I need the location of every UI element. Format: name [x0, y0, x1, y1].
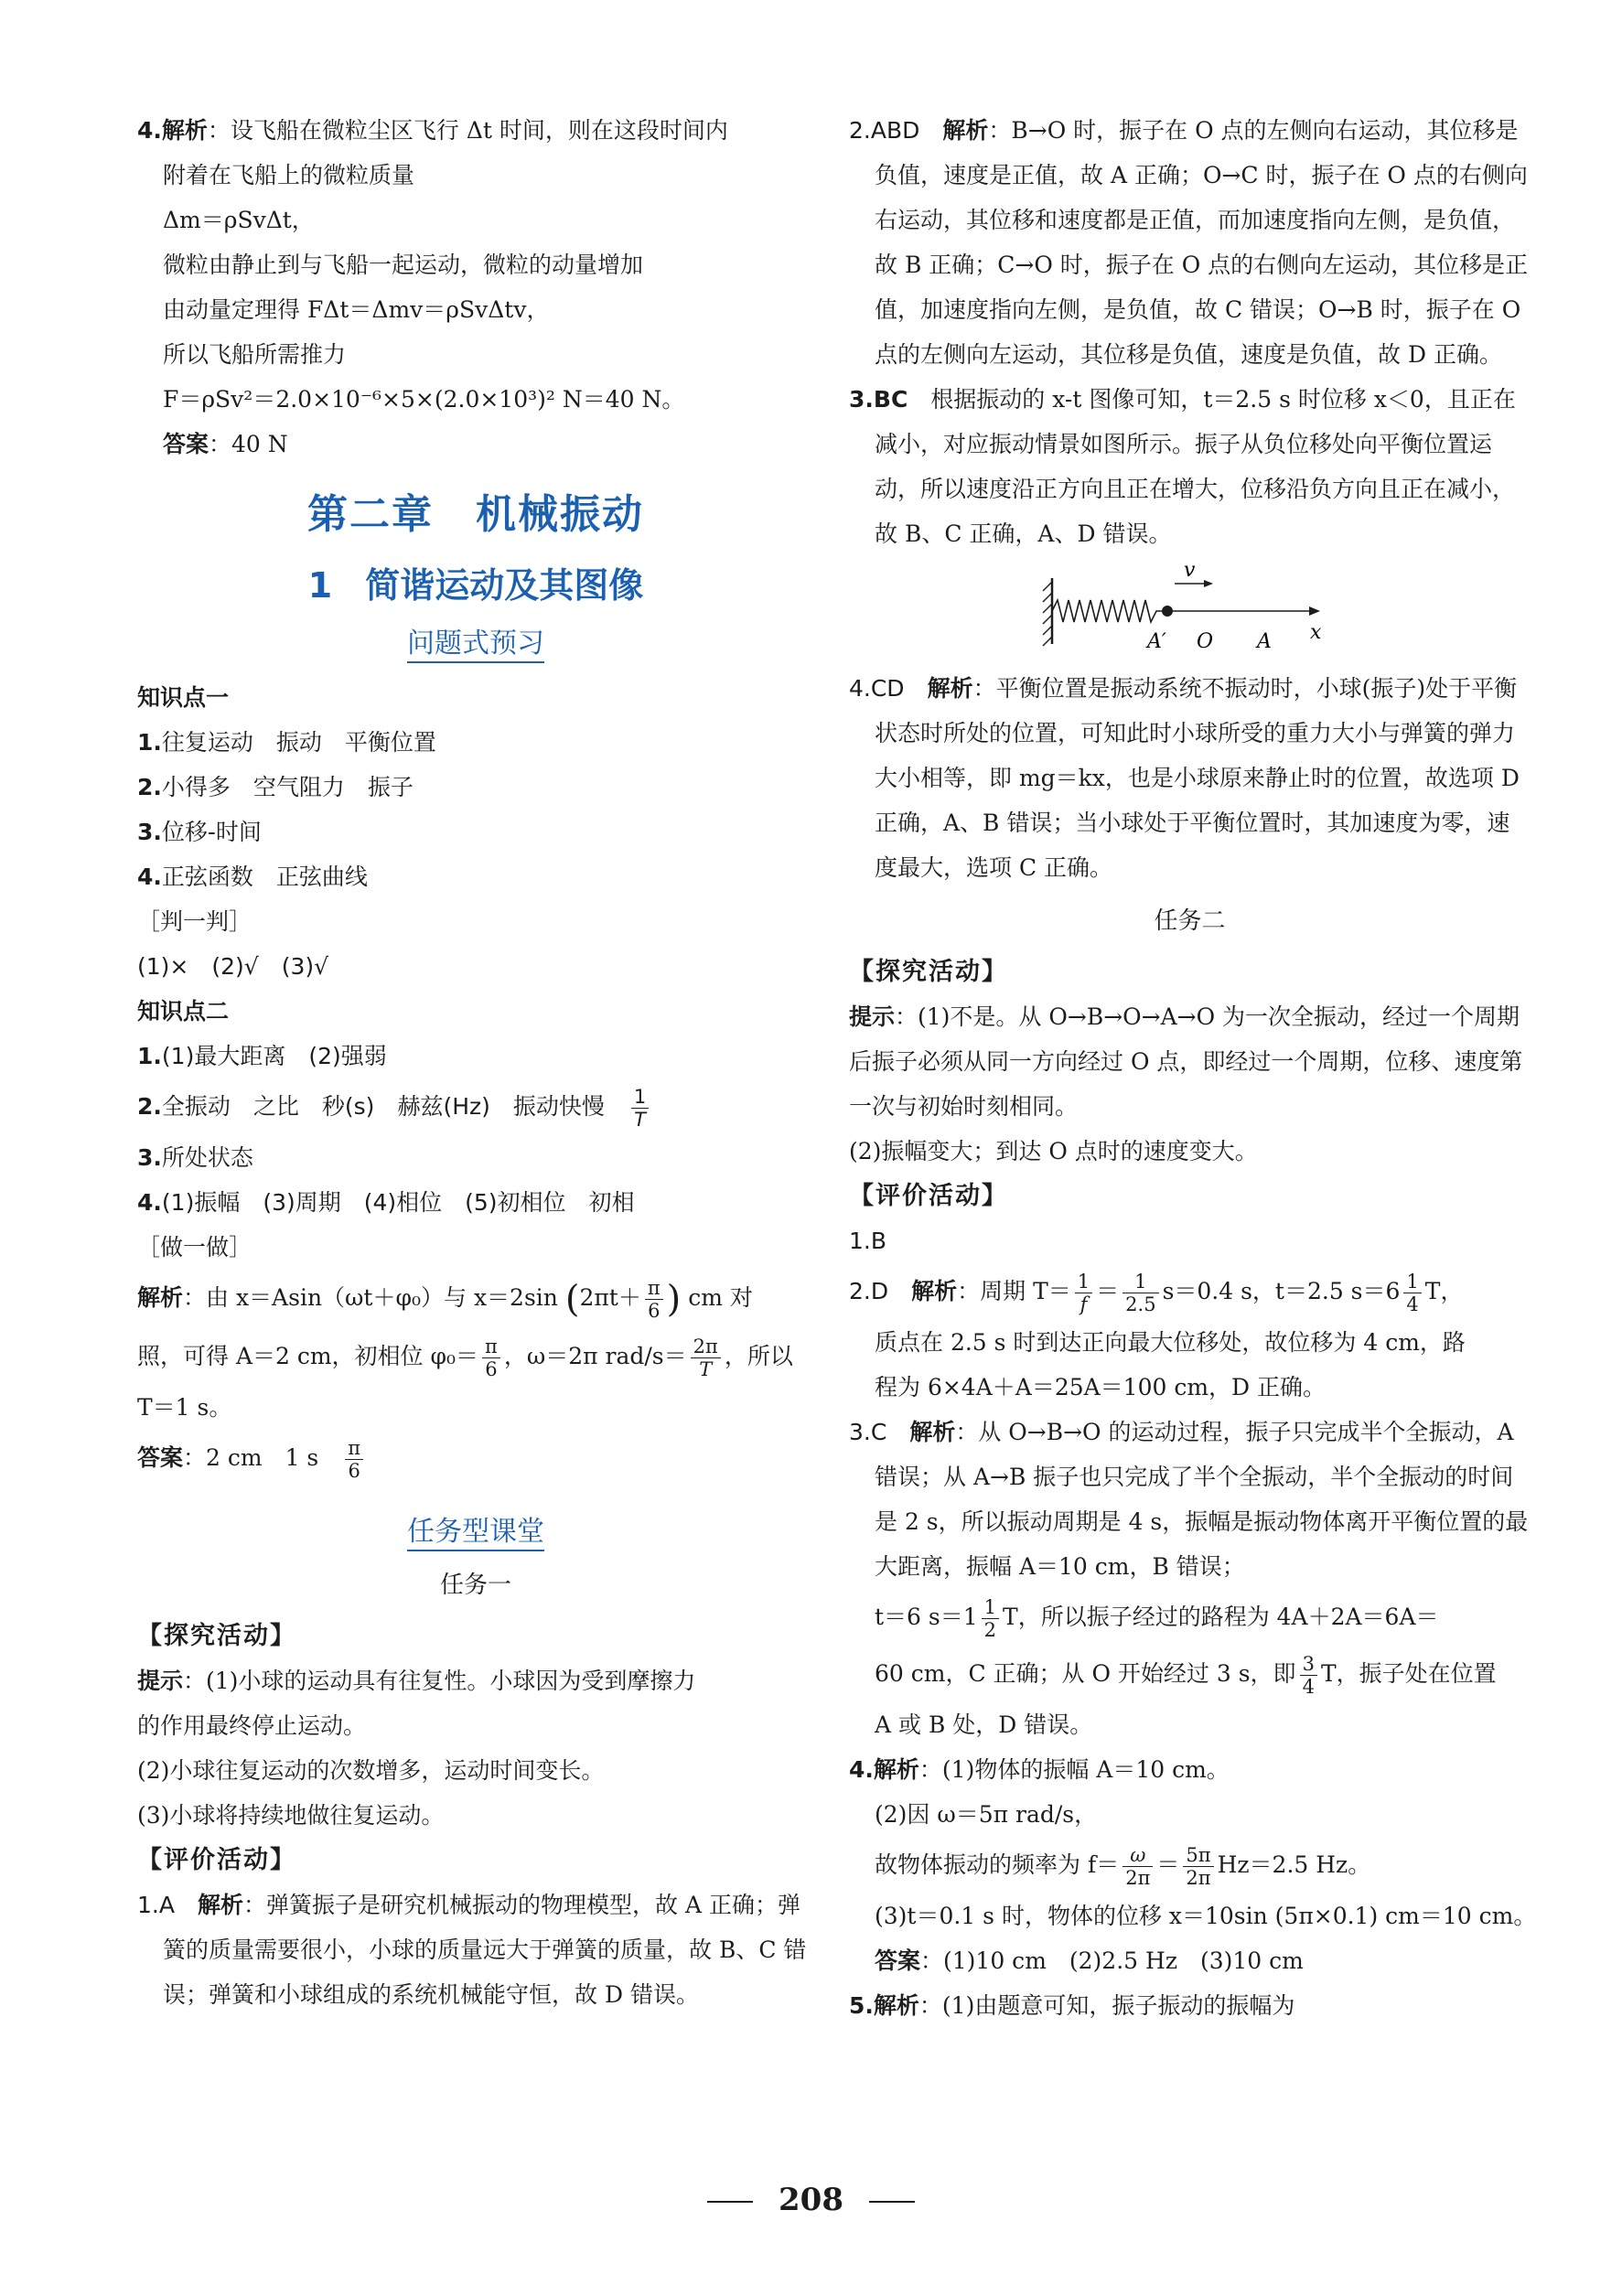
doit-answer — [137, 1430, 814, 1486]
kp2-text-1: (1)最大距离 (2)强弱 — [161, 1043, 387, 1069]
r-eval-2-line-2: 质点在 2.5 s 时到达正向最大位移处，故位移为 4 cm，路 — [875, 1329, 1466, 1356]
e3-e1: 60 cm，C 正确；从 O 开始经过 3 s，即 — [875, 1660, 1296, 1687]
frac-num: π — [345, 1437, 363, 1460]
e4-l1: ：(1)物体的振幅 A＝10 cm。 — [918, 1756, 1230, 1783]
spring — [1052, 600, 1164, 622]
fraction-1-over-f — [1075, 1271, 1092, 1315]
eval-item-1 — [137, 1883, 814, 2017]
kp2-text-2: 全振动 之比 秒(s) 赫兹(Hz) 振动快慢 — [161, 1093, 605, 1120]
eval-num: 1.A — [137, 1891, 175, 1918]
fraction-1-over-4 — [1403, 1271, 1421, 1315]
q4-line-7: F＝ρSv²＝2.0×10⁻⁶×5×(2.0×10³)² N＝40 N。 — [163, 386, 685, 413]
q4-label: 4.解析 — [137, 117, 208, 144]
fraction-pi-over-6-c — [345, 1437, 363, 1482]
frac-den: 2π — [1186, 1867, 1211, 1889]
section-number: 1 — [307, 565, 333, 606]
label-o: O — [1197, 630, 1214, 653]
frac-num: 1 — [982, 1596, 999, 1619]
kp1-text-3: 位移-时间 — [161, 819, 262, 845]
q-num: 2.D — [849, 1278, 889, 1304]
fraction-1-over-2.5 — [1123, 1271, 1158, 1315]
r-eval-3-line-e — [849, 1646, 1531, 1702]
spring-diagram — [849, 560, 1531, 660]
explore-title: 【探究活动】 — [137, 1621, 296, 1650]
doit-line-3: T＝1 s。 — [137, 1393, 232, 1421]
frac-den: T — [699, 1357, 713, 1380]
answer-value: ：2 cm 1 s — [183, 1443, 319, 1471]
q-text: ：B→O 时，振子在 O 点的左侧向右运动，其位移是负值，速度是正值，故 A 正确；O→C 时，振子在 O 点的右侧向右运动，其位移和速度都是正值，而加速度指向左侧，是负值，故 B 正确；C→O 时，振子在 O 点的右侧向左运动，其位移是正值，加速度指向左侧，是负值，故 C 错误；O→B 时，振子在 O 点的左侧向左运动，其位移是负值，速度是负值，故 D 正确。 — [875, 117, 1529, 368]
answer-label: 答案 — [875, 1947, 921, 1974]
r-eval-5-line-1 — [849, 1983, 1531, 2028]
analysis-label: 解析 — [873, 1756, 919, 1783]
e4-l3c: Hz＝2.5 Hz。 — [1217, 1851, 1371, 1878]
task1-title: 任务一 — [439, 1571, 511, 1599]
judge-title: ［判一判］ — [137, 908, 252, 935]
label-a: A — [1257, 630, 1272, 653]
analysis-label: 解析 — [197, 1891, 243, 1918]
kp1-item-4 — [137, 854, 814, 899]
section-title — [137, 560, 814, 611]
wall-hatch — [1043, 582, 1052, 646]
kp2-item-2 — [137, 1078, 814, 1135]
frac-num: ω — [1123, 1844, 1153, 1867]
hint-1 — [137, 1658, 814, 1703]
kp1-num-3: 3. — [137, 819, 162, 845]
q4-line-4: 微粒由静止到与飞船一起运动，微粒的动量增加 — [163, 252, 644, 278]
kp1-num-1: 1. — [137, 729, 162, 756]
r-q3 — [849, 377, 1531, 556]
e2-a1: ：周期 T＝ — [957, 1278, 1071, 1304]
kp1-text-2: 小得多 空气阻力 振子 — [161, 774, 414, 800]
frac-den: 2.5 — [1125, 1293, 1156, 1315]
judge-answers: (1)× (2)√ (3)√ — [137, 953, 329, 980]
e3-d1: t＝6 s＝1 — [875, 1604, 978, 1630]
doit-label: 解析 — [137, 1284, 184, 1311]
r-eval-4-line-4: (3)t＝0.1 s 时，物体的位移 x＝10sin (5π×0.1) cm＝10 cm。 — [875, 1903, 1537, 1929]
frac-den: f — [1080, 1293, 1088, 1315]
frac-den: 6 — [648, 1300, 661, 1322]
e4-l3b: ＝ — [1156, 1851, 1180, 1878]
task2-title: 任务二 — [1154, 907, 1226, 935]
fraction-pi-over-6 — [645, 1277, 663, 1322]
spring-diagram-svg — [849, 560, 1531, 660]
fraction-omega-over-2pi — [1123, 1844, 1153, 1889]
velocity-arrowhead — [1204, 580, 1213, 587]
frac-num: π — [645, 1277, 663, 1300]
r-eval-2-line-1 — [849, 1263, 1531, 1320]
kp2-title: 知识点二 — [137, 998, 230, 1025]
classroom-title — [137, 1512, 814, 1552]
doit-text-b2: ，ω＝2π rad/s＝ — [503, 1342, 687, 1369]
q4-line — [137, 108, 814, 153]
fraction-1-over-2 — [982, 1596, 999, 1641]
frac-num: 3 — [1300, 1653, 1317, 1676]
q4-text-1: ：设飞船在微粒尘区飞行 Δt 时间，则在这段时间内 — [207, 117, 728, 144]
e3-d2: T，所以振子经过的路程为 4A＋2A＝6A＝ — [1003, 1604, 1439, 1630]
hint-1-text: ：(1)小球的运动具有往复性。小球因为受到摩擦力 — [183, 1667, 696, 1694]
frac-num: 1 — [631, 1086, 649, 1109]
e5-l1: ：(1)由题意可知，振子振动的振幅为 — [918, 1992, 1295, 2019]
do-title: ［做一做］ — [137, 1234, 252, 1261]
section-name: 简谐运动及其图像 — [365, 565, 644, 606]
hint-label: 提示 — [137, 1667, 184, 1694]
frac-den: 4 — [1302, 1676, 1315, 1698]
answer-label: 答案 — [163, 431, 209, 457]
kp2-item-1 — [137, 1034, 814, 1078]
hint-1-text: ：(1)不是。从 O→B→O→A→O 为一次全振动，经过一个周期后振子必须从同一方向经过 O 点，即经过一个周期，位移、速度第一次与初始时刻相同。 — [849, 1003, 1523, 1120]
kp2-item-3 — [137, 1135, 814, 1180]
r-eval-3-line-f: A 或 B 处，D 错误。 — [875, 1711, 1093, 1738]
e2-a3: s＝0.4 s，t＝2.5 s＝6 — [1162, 1278, 1401, 1304]
chapter-title: 第二章 机械振动 — [307, 491, 644, 538]
q-num: 2.ABD — [849, 117, 920, 144]
fraction-pi-over-6-b — [482, 1336, 500, 1380]
doit-text-b3: ，所以 — [724, 1342, 793, 1369]
q4-line-5: 由动量定理得 FΔt＝Δmv＝ρSvΔtv， — [163, 296, 550, 323]
left-paren: ( — [564, 1278, 580, 1321]
kp1-text-4: 正弦函数 正弦曲线 — [161, 864, 368, 890]
e2-a4: T， — [1424, 1278, 1464, 1304]
frac-num: 1 — [1075, 1271, 1092, 1293]
kp1-title: 知识点一 — [137, 684, 230, 711]
page-number-text: 208 — [779, 2182, 843, 2218]
kp2-num-4: 4. — [137, 1189, 162, 1216]
kp2-text-3: 所处状态 — [161, 1144, 253, 1171]
label-x: x — [1310, 621, 1322, 644]
right-paren: ) — [666, 1278, 682, 1321]
q-num: 5. — [849, 1992, 874, 2019]
preview-title-text: 问题式预习 — [407, 628, 544, 663]
label-v: v — [1184, 560, 1196, 582]
kp1-item-1 — [137, 720, 814, 765]
r-q2 — [849, 108, 1531, 377]
kp1-item-3 — [137, 810, 814, 854]
q-num: 3.C — [849, 1419, 887, 1445]
fraction-1-over-T — [631, 1086, 649, 1131]
doit-text-a2: 2πt＋ — [579, 1284, 641, 1311]
doit-text-a1: ：由 x＝Asin（ωt＋φ₀）与 x＝2sin — [183, 1284, 558, 1311]
analysis-label: 解析 — [927, 675, 973, 702]
page-number — [0, 2182, 1622, 2218]
r-eval-title: 【评价活动】 — [849, 1182, 1008, 1210]
doit-text-a3: cm 对 — [688, 1284, 753, 1311]
analysis-label: 解析 — [911, 1278, 958, 1304]
frac-den: 2π — [1125, 1867, 1151, 1889]
r-q4 — [849, 666, 1531, 890]
q-num: 4. — [849, 1756, 874, 1783]
kp2-num-3: 3. — [137, 1144, 162, 1171]
label-a-prime: A′ — [1147, 630, 1166, 653]
q4-line-2: 附着在飞船上的微粒质量 — [163, 162, 415, 188]
q-text: 根据振动的 x-t 图像可知，t＝2.5 s 时位移 x＜0，且正在减小，对应振动情景如图所示。振子从负位移处向平衡位置运动，所以速度沿正方向且正在增大，位移沿负方向且正在减小，故 B、C 正确，A、D 错误。 — [875, 386, 1516, 547]
hint-2: (2)小球往复运动的次数增多，运动时间变长。 — [137, 1756, 605, 1784]
frac-num: 5π — [1183, 1844, 1213, 1867]
answer-value: ：(1)10 cm (2)2.5 Hz (3)10 cm — [920, 1947, 1304, 1974]
analysis-label: 解析 — [909, 1419, 956, 1445]
right-column — [849, 108, 1537, 2028]
frac-num: 2π — [691, 1336, 721, 1358]
kp2-num-1: 1. — [137, 1043, 162, 1069]
frac-num: π — [482, 1336, 500, 1358]
fraction-3-over-4 — [1300, 1653, 1317, 1698]
eval-title: 【评价活动】 — [137, 1845, 296, 1874]
kp2-num-2: 2. — [137, 1093, 162, 1120]
analysis-label: 解析 — [942, 117, 989, 144]
r-eval-1: 1.B — [849, 1228, 887, 1254]
doit-line-2 — [137, 1328, 814, 1385]
r-eval-4-line-3 — [849, 1837, 1531, 1894]
analysis-label: 解析 — [873, 1992, 919, 2019]
e3-e2: T，振子处在位置 — [1320, 1660, 1497, 1687]
preview-title — [137, 624, 814, 664]
q-num: 3.BC — [849, 386, 908, 413]
q-text: ：从 O→B→O 的运动过程，振子只完成半个全振动，A 错误；从 A→B 振子也只完成了半个全振动，半个全振动的时间是 2 s，所以振动周期是 4 s，振幅是振动物体离开平衡位置的最大距离，振幅 A＝10 cm，B 错误； — [875, 1419, 1529, 1580]
r-explore-title: 【探究活动】 — [849, 958, 1008, 986]
fraction-5pi-over-2pi — [1183, 1844, 1213, 1889]
frac-den: 6 — [348, 1459, 360, 1482]
hint-label: 提示 — [849, 1003, 896, 1030]
doit-line-1 — [137, 1270, 814, 1328]
kp1-text-1: 往复运动 振动 平衡位置 — [161, 729, 436, 756]
q4-line-6: 所以飞船所需推力 — [163, 341, 347, 368]
frac-num: 1 — [1123, 1271, 1158, 1293]
x-axis-arrow — [1309, 606, 1320, 616]
classroom-title-text: 任务型课堂 — [407, 1516, 544, 1551]
r-eval-4-line-1 — [849, 1747, 1531, 1792]
r-eval-2-line-3: 程为 6×4A＋A＝25A＝100 cm，D 正确。 — [875, 1374, 1327, 1400]
q-text: ：平衡位置是振动系统不振动时，小球(振子)处于平衡状态时所处的位置，可知此时小球所受的重力大小与弹簧的弹力大小相等，即 mg＝kx，也是小球原来静止时的位置，故选项 D 正确，A、B 错误；当小球处于平衡位置时，其加速度为零，速度最大，选项 C 正确。 — [875, 675, 1520, 881]
frac-den: 4 — [1406, 1293, 1419, 1315]
r-eval-3-line-d — [849, 1589, 1531, 1646]
answer-value: ：40 N — [209, 431, 288, 457]
dash-left — [707, 2201, 753, 2203]
q-num: 4.CD — [849, 675, 905, 702]
r-eval-4-line-2: (2)因 ω＝5π rad/s， — [875, 1801, 1098, 1828]
doit-text-b1: 照，可得 A＝2 cm，初相位 φ₀＝ — [137, 1342, 479, 1369]
r-hint-2: (2)振幅变大；到达 O 点时的速度变大。 — [849, 1138, 1258, 1164]
answer-label: 答案 — [137, 1443, 184, 1471]
r-eval-4-answer — [849, 1938, 1531, 1983]
left-column — [137, 108, 814, 2017]
q4-answer — [137, 422, 814, 467]
kp1-item-2 — [137, 765, 814, 810]
kp2-item-4 — [137, 1180, 814, 1225]
fraction-2pi-over-T — [691, 1336, 721, 1380]
kp2-text-4: (1)振幅 (3)周期 (4)相位 (5)初相位 初相 — [161, 1189, 635, 1216]
frac-den: 6 — [485, 1357, 498, 1380]
q4-line-3: Δm＝ρSvΔt， — [163, 207, 315, 233]
kp1-num-2: 2. — [137, 774, 162, 800]
frac-den: T — [634, 1108, 646, 1131]
hint-3: (3)小球将持续地做往复运动。 — [137, 1801, 445, 1829]
frac-num: 1 — [1403, 1271, 1421, 1293]
hint-1b: 的作用最终停止运动。 — [137, 1711, 367, 1739]
r-eval-3 — [849, 1410, 1531, 1589]
kp1-num-4: 4. — [137, 864, 162, 890]
r-hint-1 — [849, 994, 1531, 1129]
e4-l3a: 故物体振动的频率为 f＝ — [875, 1851, 1120, 1878]
eval-text: ：弹簧振子是研究机械振动的物理模型，故 A 正确；弹簧的质量需要很小，小球的质量远大于弹簧的质量，故 B、C 错误；弹簧和小球组成的系统机械能守恒，故 D 错误。 — [163, 1891, 807, 2008]
dash-right — [869, 2201, 915, 2203]
frac-den: 2 — [983, 1619, 997, 1641]
ball — [1162, 606, 1173, 617]
e2-a2: ＝ — [1096, 1278, 1120, 1304]
